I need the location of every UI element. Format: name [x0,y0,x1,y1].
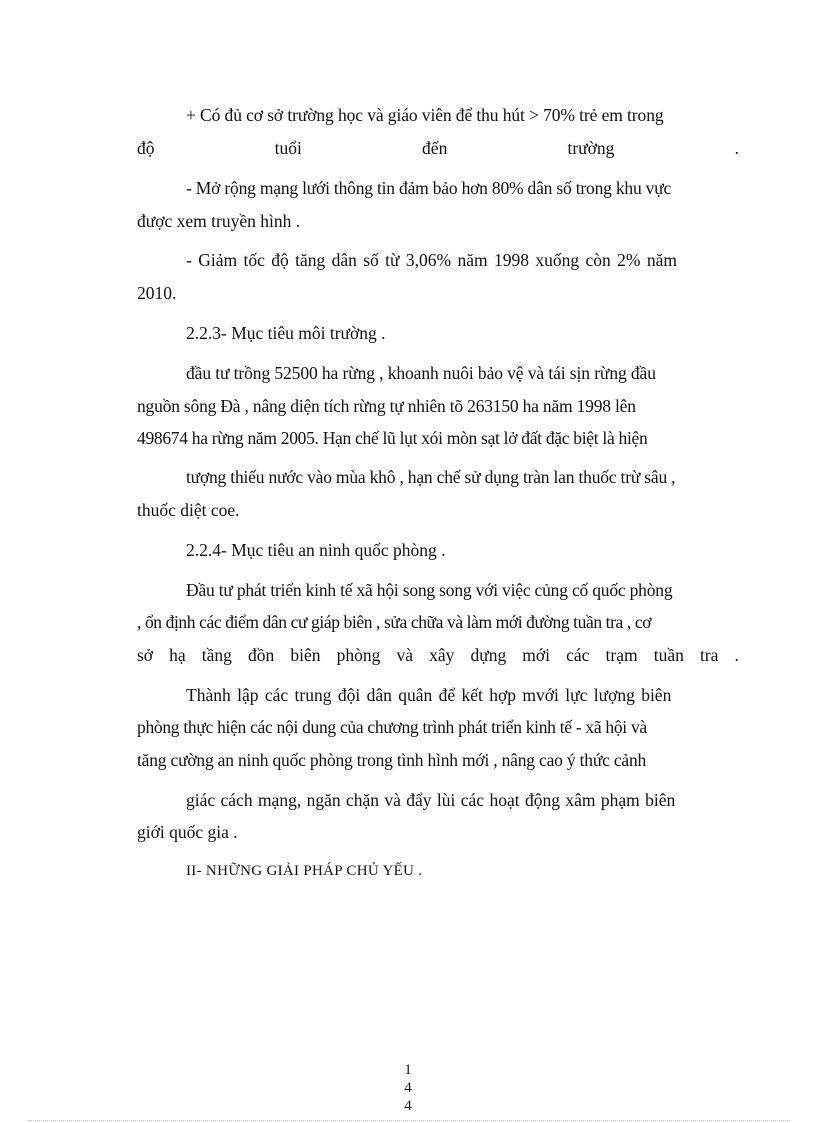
word: đến [422,138,448,158]
word: các [566,645,590,665]
word: đồn [248,645,275,665]
paragraph-line: giới quốc gia . [137,822,238,842]
word: dựng [470,645,507,665]
word: tra [699,645,719,665]
paragraph-line: - Giảm tốc độ tăng dân số từ 3,06% năm 1998 xuống còn 2% năm [186,250,677,270]
paragraph-line: tượng thiếu nước vào mùa khô , hạn chế sử dụng tràn lan thuốc trừ sâu , [186,467,676,487]
paragraph-line: 2010. [137,283,177,303]
justified-line [137,644,739,666]
word: tuổi [274,138,302,158]
justified-line [137,137,739,159]
paragraph-line: , ổn định các điểm dân cư giáp biên , sửa chữa và làm mới đường tuần tra , cơ [137,612,652,632]
page-number-digit: 4 [404,1098,412,1114]
word: mới [522,645,551,665]
paragraph-line: nguồn sông Đà , nâng diện tích rừng tự nhiên tõ 263150 ha năm 1998 lên [137,396,636,416]
word: tầng [201,645,232,665]
paragraph-line: thuốc diệt coe. [137,500,240,520]
word: trạm [605,645,638,665]
section-heading: II- NHỮNG GIẢI PHÁP CHỦ YẾU . [186,863,423,879]
word: tuần [653,645,684,665]
word: và [396,645,413,665]
paragraph-line: Thành lập các trung đội dân quân để kết hợp mvới lực lượng biên [186,685,672,705]
footer-dotted-rule [28,1120,790,1121]
word: trường [567,138,615,158]
word: độ [137,138,155,158]
paragraph-line: 498674 ha rừng năm 2005. Hạn chế lũ lụt xói mòn sạt lở đất đặc biệt là hiện [137,428,648,448]
paragraph-line: Đầu tư phát triển kinh tế xã hội song song với việc củng cố quốc phòng [186,580,673,600]
word: . [734,138,739,158]
page-number-digit: 4 [404,1080,412,1096]
section-heading: 2.2.3- Mục tiêu môi trường . [186,323,386,343]
paragraph-line: giác cách mạng, ngăn chặn và đẩy lùi các hoạt động xâm phạm biên [186,790,676,810]
word: hạ [169,645,186,665]
word: sở [137,645,154,665]
word: phòng [336,645,381,665]
section-heading: 2.2.4- Mục tiêu an ninh quốc phòng . [186,540,446,560]
paragraph-line: - Mở rộng mạng lưới thông tin đảm bảo hơn 80% dân số trong khu vực [186,178,672,198]
paragraph-line: phòng thực hiện các nội dung của chương trình phát triển kinh tế - xã hội và [137,717,647,737]
paragraph-line: đầu tư trồng 52500 ha rừng , khoanh nuôi bảo vệ và tái sịn rừng đầu [186,363,656,383]
paragraph-line: được xem truyền hình . [137,211,301,231]
paragraph-line: tăng cường an ninh quốc phòng trong tình hình mới , nâng cao ý thức cảnh [137,750,647,770]
word: xây [429,645,455,665]
page-number-digit: 1 [404,1062,412,1078]
paragraph-line: + Có đủ cơ sở trường học và giáo viên để thu hút > 70% trẻ em trong [186,105,664,125]
word: biên [290,645,321,665]
word: . [734,645,739,665]
